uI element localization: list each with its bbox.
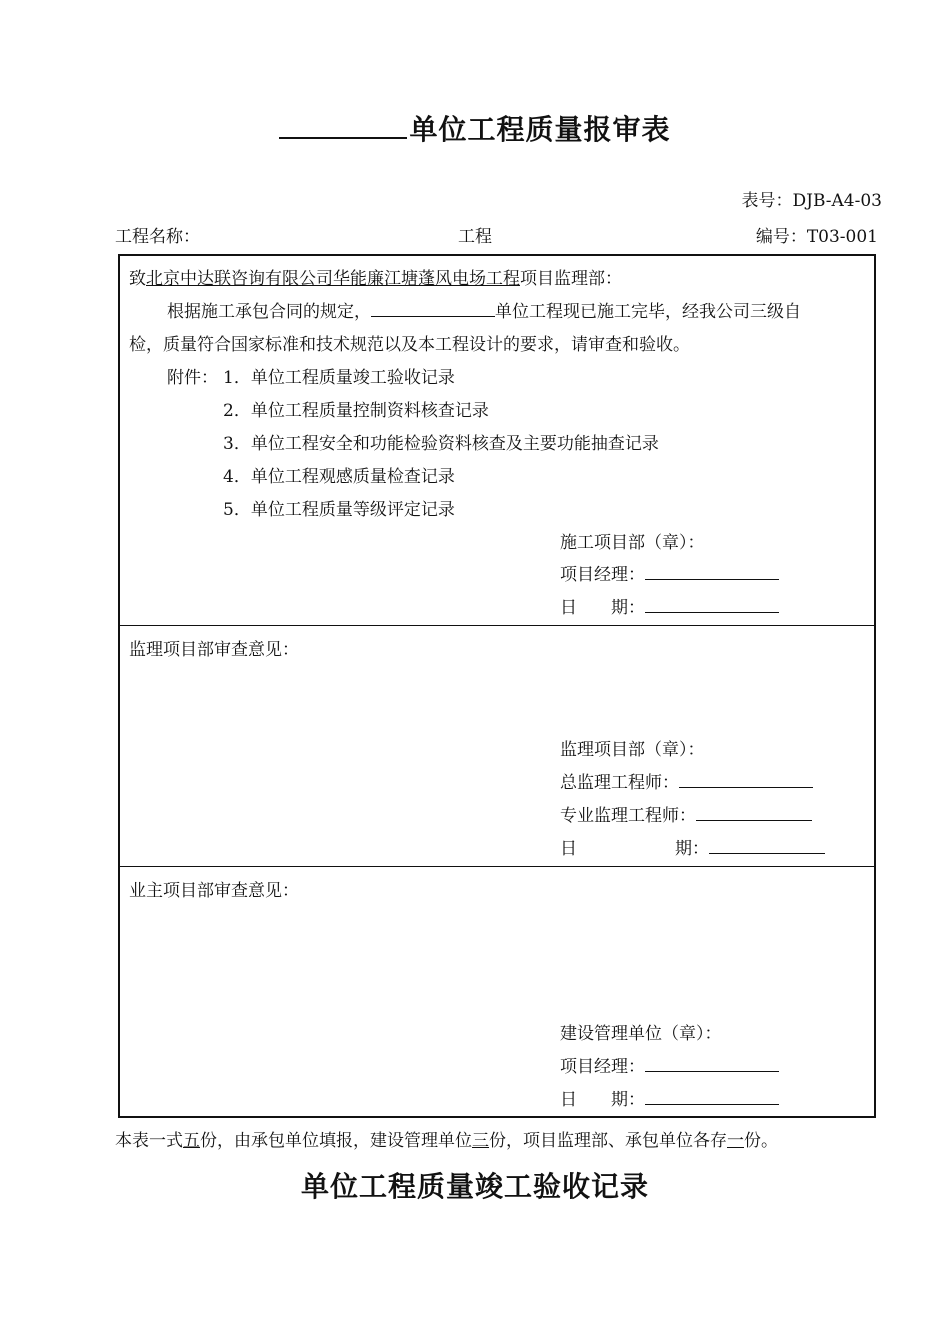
chief-supervisor-field[interactable] (679, 771, 813, 788)
footnote-count: 一 (727, 1131, 744, 1151)
attachment-item: 1．单位工程质量竣工验收记录 (223, 368, 455, 388)
attachments-label: 附件： (167, 368, 218, 388)
attachment-item: 3．单位工程安全和功能检验资料核查及主要功能抽查记录 (223, 434, 659, 454)
title-blank-line[interactable] (279, 115, 407, 139)
body-text-post: 单位工程现已施工完毕，经我公司三级自 (495, 302, 801, 322)
supervisor-date-line (560, 834, 825, 859)
form-number: 表号：DJB-A4-03 (741, 191, 882, 211)
contractor-date-label: 日 期： (560, 598, 645, 618)
supervisor-date-label-a: 日 (560, 839, 577, 859)
owner-date-line (560, 1085, 779, 1110)
contractor-seal-label: 施工项目部（章）： (560, 533, 705, 553)
addressee-line (129, 264, 622, 289)
specialist-supervisor-line (560, 801, 812, 826)
footnote-text: 份，项目监理部、承包单位各存 (489, 1131, 727, 1151)
addressee-suffix: 项目监理部： (520, 269, 622, 289)
body-line-2: 检，质量符合国家标准和技术规范以及本工程设计的要求，请审查和验收。 (129, 335, 690, 355)
supervisor-date-label-b: 期： (675, 839, 709, 859)
project-name-label: 工程名称： (115, 227, 200, 247)
specialist-supervisor-field[interactable] (696, 804, 812, 821)
chief-supervisor-line (560, 768, 813, 793)
supervisor-date-field[interactable] (709, 837, 825, 854)
unit-project-blank[interactable] (371, 300, 495, 317)
contractor-date-field[interactable] (645, 596, 779, 613)
section-divider (120, 866, 874, 867)
copies-footnote (115, 1126, 778, 1151)
footnote-text: 份，由承包单位填报，建设管理单位 (200, 1131, 472, 1151)
footnote-text: 份。 (744, 1131, 778, 1151)
footnote-count: 三 (472, 1131, 489, 1151)
footnote-text: 本表一式 (115, 1131, 183, 1151)
addressee-company: 北京中达联咨询有限公司华能廉江塘蓬风电场工程 (146, 269, 520, 289)
attachment-item: 4．单位工程观感质量检查记录 (223, 467, 455, 487)
owner-date-label: 日 期： (560, 1090, 645, 1110)
owner-manager-line (560, 1052, 779, 1077)
owner-seal-label: 建设管理单位（章）： (560, 1024, 722, 1044)
contractor-manager-line (560, 560, 779, 585)
project-suffix: 工程 (458, 227, 492, 247)
chief-supervisor-label: 总监理工程师： (560, 773, 679, 793)
body-line-1 (167, 297, 801, 322)
attachment-item: 5．单位工程质量等级评定记录 (223, 500, 455, 520)
supervisor-seal-label: 监理项目部（章）： (560, 740, 705, 760)
body-text-pre: 根据施工承包合同的规定， (167, 302, 371, 322)
next-form-title: 单位工程质量竣工验收记录 (300, 1170, 649, 1203)
owner-date-field[interactable] (645, 1088, 779, 1105)
contractor-manager-field[interactable] (645, 563, 779, 580)
serial-number: 编号：T03-001 (755, 227, 878, 247)
owner-manager-label: 项目经理： (560, 1057, 645, 1077)
owner-manager-field[interactable] (645, 1055, 779, 1072)
attachment-item: 2．单位工程质量控制资料核查记录 (223, 401, 489, 421)
section-divider (120, 625, 874, 626)
addressee-prefix: 致 (129, 269, 146, 289)
contractor-manager-label: 项目经理： (560, 565, 645, 585)
contractor-date-line (560, 593, 779, 618)
owner-opinion-heading: 业主项目部审查意见： (129, 881, 299, 901)
form-title: 单位工程质量报审表 (0, 108, 950, 148)
footnote-count: 五 (183, 1131, 200, 1151)
specialist-supervisor-label: 专业监理工程师： (560, 806, 696, 826)
form-table (118, 254, 876, 1118)
supervisor-opinion-heading: 监理项目部审查意见： (129, 640, 299, 660)
